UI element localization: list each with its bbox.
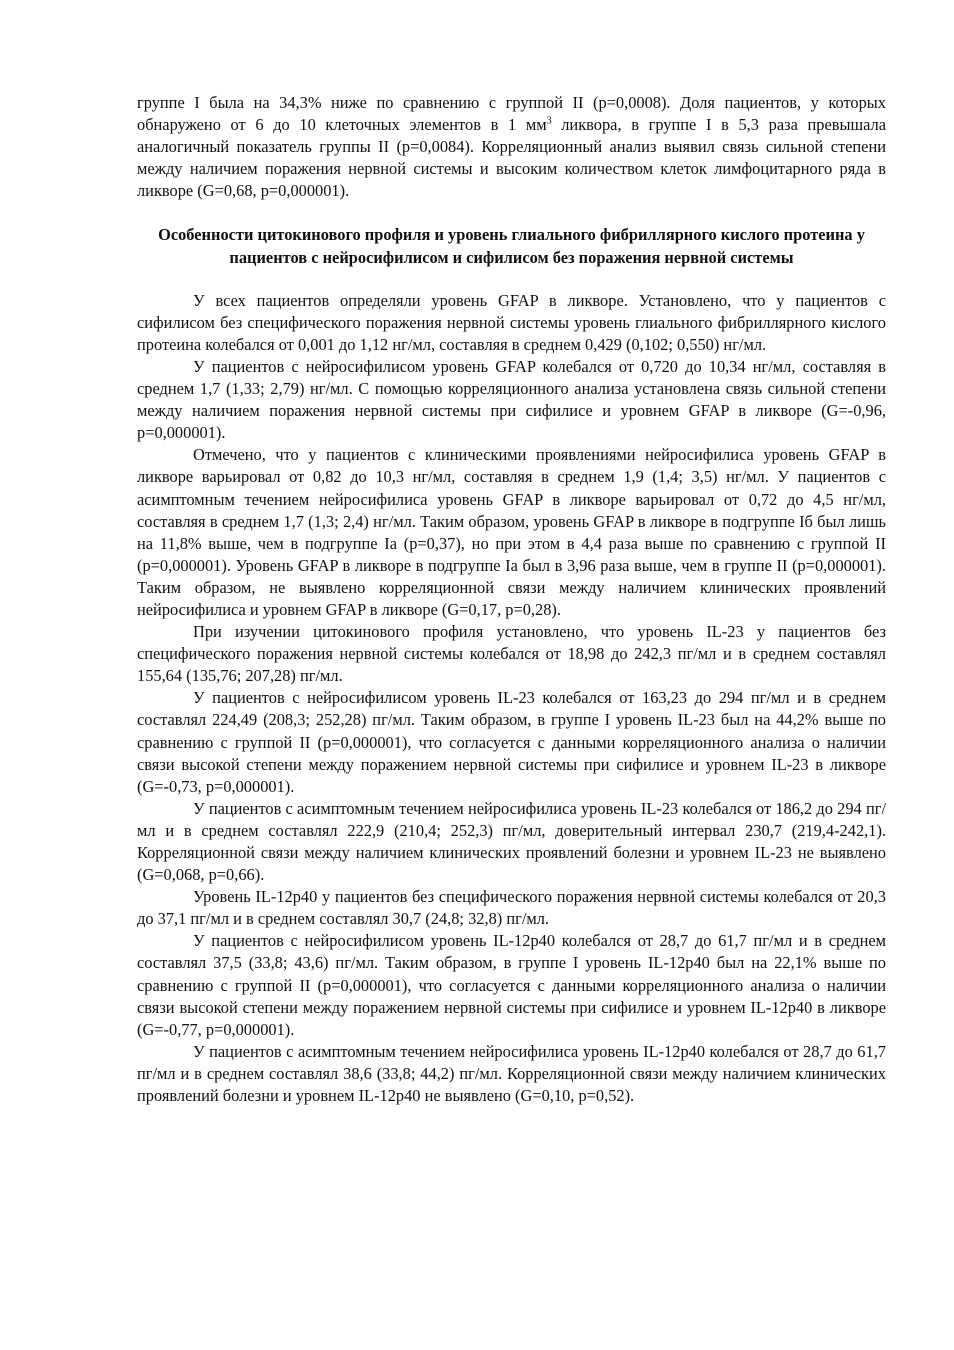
- intro-superscript: 3: [546, 115, 552, 127]
- intro-text-part2: ликвора, в группе I в 5,3 раза превышала аналогичный показатель группы II (p=0,0084). Корреляционный анализ выявил связь сильной степени между наличием поражения нервной системы и высоким количеством клеток лимфоцитарного ряда в ликворе (G=0,68, p=0,000001).: [137, 115, 886, 201]
- intro-text-part1: группе I была на 34,3% ниже по сравнению с группой II (p=0,0008). Доля пациентов, у которых обнаружено от 6 до 10 клеточных элементов в 1 мм: [137, 93, 886, 135]
- paragraph-il12-overview: Уровень IL-12p40 у пациентов без специфического поражения нервной системы колебался от 20,3 до 37,1 пг/мл и в среднем составлял 30,7 (24,8; 32,8) пг/мл.: [137, 887, 886, 929]
- paragraph-il12-neurosyphilis: У пациентов с нейросифилисом уровень IL-12p40 колебался от 28,7 до 61,7 пг/мл и в среднем составлял 37,5 (33,8; 43,6) пг/мл. Таким образом, в группе I уровень IL-12p40 был на 22,1% выше по сравнению с группой II (p=0,000001), что согласуется с данными корреляционного анализа о наличии связи высокой степени между поражением нервной системы при сифилисе и уровнем IL-12p40 в ликворе (G=-0,77, p=0,000001).: [137, 931, 886, 1039]
- section-heading: Особенности цитокинового профиля и уровень глиального фибриллярного кислого протеина у пациентов с нейросифилисом и сифилисом без поражения нервной системы: [158, 225, 865, 267]
- paragraph-gfap-clinical: Отмечено, что у пациентов с клиническими проявлениями нейросифилиса уровень GFAP в ликворе варьировал от 0,82 до 10,3 нг/мл, составляя в среднем 1,9 (1,4; 3,5) нг/мл. У пациентов с асимптомным течением нейросифилиса уровень GFAP в ликворе варьировал от 0,72 до 4,5 нг/мл, составляя в среднем 1,7 (1,3; 2,4) нг/мл. Таким образом, уровень GFAP в ликворе в подгруппе Iб был лишь на 11,8% выше, чем в подгруппе Ia (p=0,37), но при этом в 4,4 раза выше по сравнению с группой II (p=0,000001). Уровень GFAP в ликворе в подгруппе Ia был в 3,96 раза выше, чем в группе II (p=0,000001). Таким образом, не выявлено корреляционной связи между наличием клинических проявлений нейросифилиса и уровнем GFAP в ликворе (G=0,17, p=0,28).: [137, 445, 886, 619]
- paragraph-il23-overview: При изучении цитокинового профиля установлено, что уровень IL-23 у пациентов без специфического поражения нервной системы колебался от 18,98 до 242,3 пг/мл и в среднем составлял 155,64 (135,76; 207,28) пг/мл.: [137, 622, 886, 686]
- document-page: [137, 92, 886, 1107]
- paragraph-il23-neurosyphilis: У пациентов с нейросифилисом уровень IL-23 колебался от 163,23 до 294 пг/мл и в среднем составлял 224,49 (208,3; 252,28) пг/мл. Таким образом, в группе I уровень IL-23 был на 44,2% выше по сравнению с группой II (p=0,000001), что согласуется с данными корреляционного анализа о наличии связи высокой степени между поражением нервной системы при сифилисе и уровнем IL-23 в ликворе (G=-0,73, p=0,000001).: [137, 688, 886, 796]
- paragraph-gfap-neurosyphilis: У пациентов с нейросифилисом уровень GFAP колебался от 0,720 до 10,34 нг/мл, составляя в среднем 1,7 (1,33; 2,79) нг/мл. С помощью корреляционного анализа установлена связь сильной степени между наличием поражения нервной системы при сифилисе и уровнем GFAP в ликворе (G=-0,96, p=0,000001).: [137, 356, 886, 443]
- paragraph-gfap-overview: У всех пациентов определяли уровень GFAP в ликворе. Установлено, что у пациентов с сифилисом без специфического поражения нервной системы уровень глиального фибриллярного кислого протеина колебался от 0,001 до 1,12 нг/мл, составляя в среднем 0,429 (0,102; 0,550) нг/мл.: [137, 290, 886, 354]
- intro-paragraph: [137, 92, 886, 202]
- paragraph-il12-asymptomatic: У пациентов с асимптомным течением нейросифилиса уровень IL-12p40 колебался от 28,7 до 61,7 пг/мл и в среднем составлял 38,6 (33,8; 44,2) пг/мл. Корреляционной связи между наличием клинических проявлений болезни и уровнем IL-12p40 не выявлено (G=0,10, p=0,52).: [137, 1041, 886, 1106]
- paragraph-il23-asymptomatic: У пациентов с асимптомным течением нейросифилиса уровень IL-23 колебался от 186,2 до 294 пг/мл и в среднем составлял 222,9 (210,4; 252,3) пг/мл, доверительный интервал 230,7 (219,4-242,1). Корреляционной связи между наличием клинических проявлений болезни и уровнем IL-23 не выявлено (G=0,068, p=0,66).: [137, 798, 886, 885]
